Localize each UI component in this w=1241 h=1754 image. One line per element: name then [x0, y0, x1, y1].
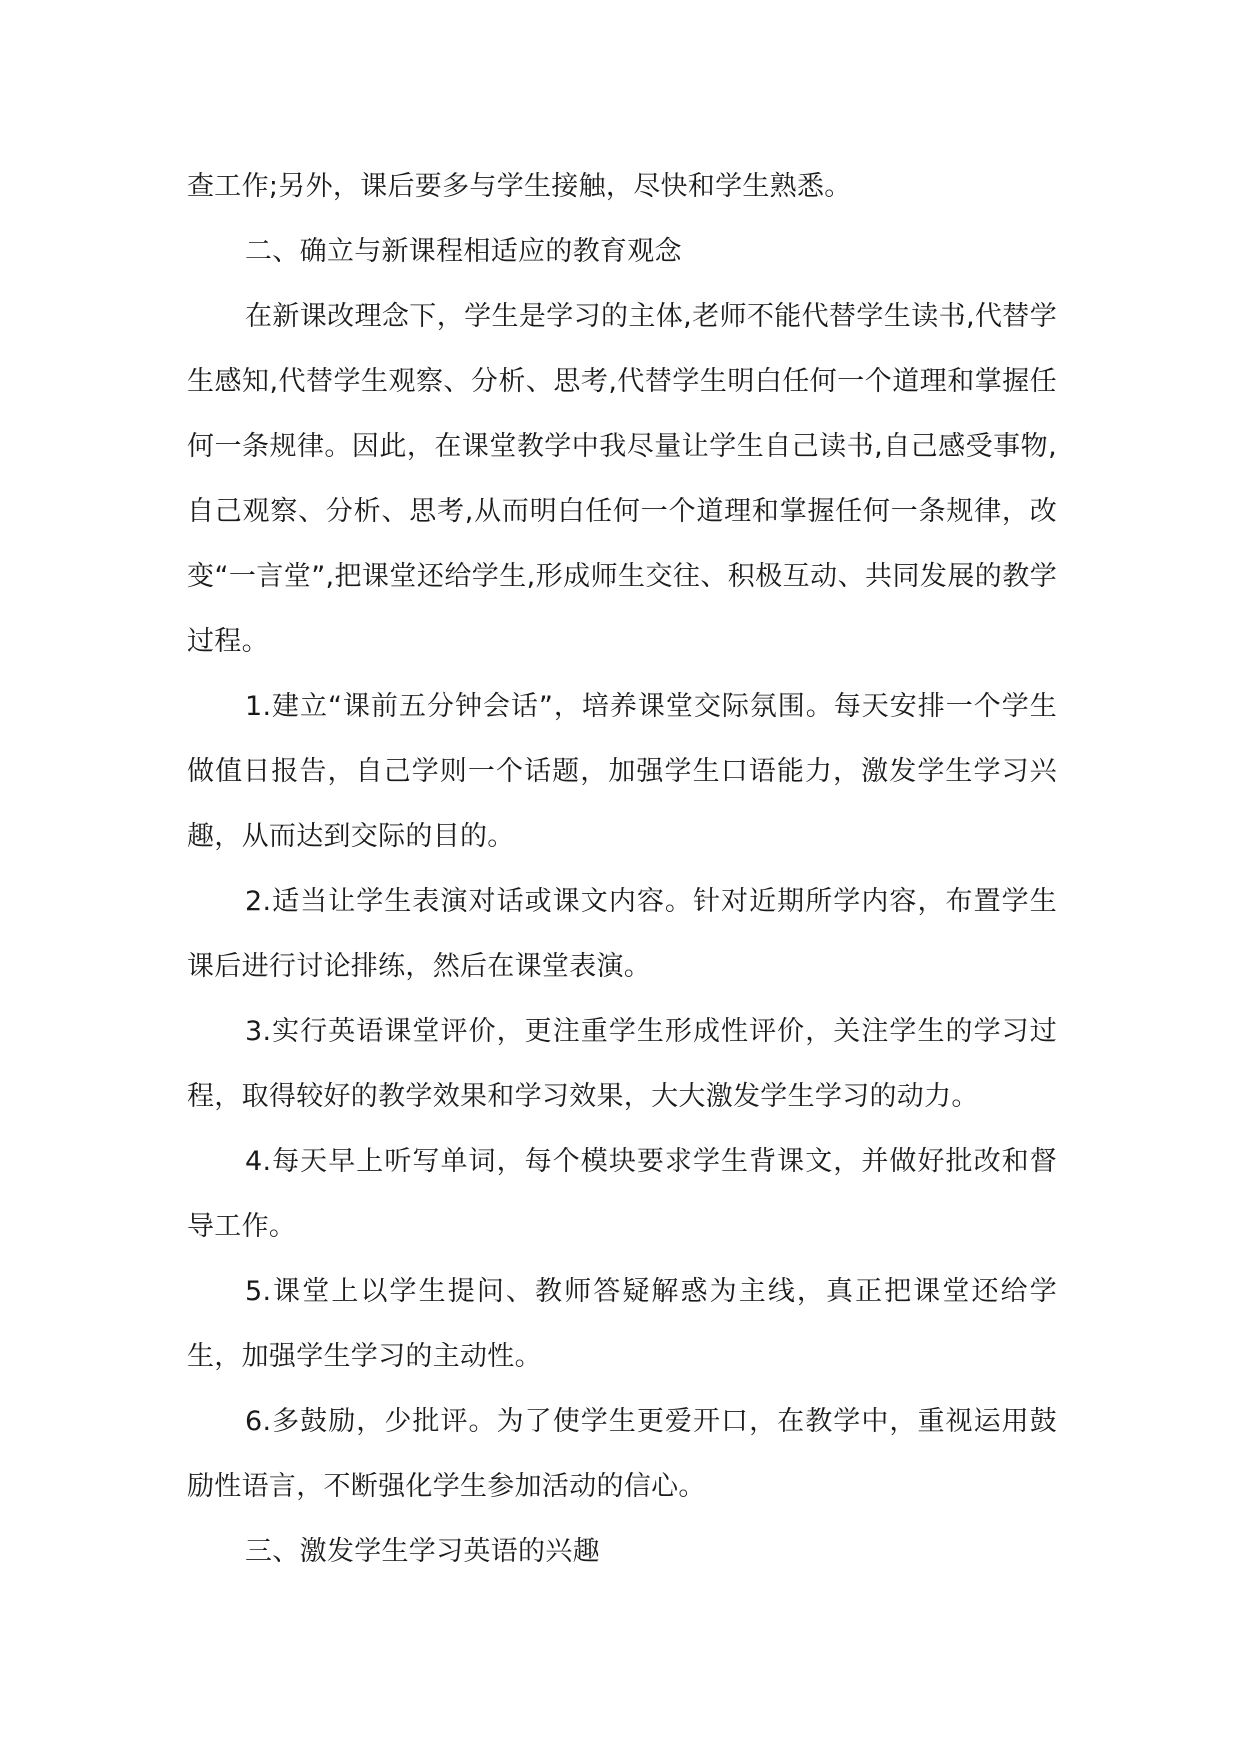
paragraph-continuation: 查工作;另外，课后要多与学生接触，尽快和学生熟悉。 [187, 171, 852, 202]
list-item-6: 6.多鼓励，少批评。为了使学生更爱开口，在教学中，重视运用鼓励性语言，不断强化学生参加活动的信心。 [187, 1406, 1057, 1502]
document-body [187, 154, 1057, 1584]
list-item-2: 2.适当让学生表演对话或课文内容。针对近期所学内容，布置学生课后进行讨论排练，然后在课堂表演。 [187, 886, 1057, 982]
list-item-4: 4.每天早上听写单词，每个模块要求学生背课文，并做好批改和督导工作。 [187, 1146, 1057, 1242]
list-item-3: 3.实行英语课堂评价，更注重学生形成性评价，关注学生的学习过程，取得较好的教学效果和学习效果，大大激发学生学习的动力。 [187, 1016, 1057, 1112]
section-heading-2: 二、确立与新课程相适应的教育观念 [245, 236, 682, 267]
list-item-5: 5.课堂上以学生提问、教师答疑解惑为主线，真正把课堂还给学生，加强学生学习的主动性。 [187, 1276, 1057, 1372]
list-item-1: 1.建立“课前五分钟会话”，培养课堂交际氛围。每天安排一个学生做值日报告，自己学则一个话题，加强学生口语能力，激发学生学习兴趣，从而达到交际的目的。 [187, 691, 1057, 852]
section-heading-3: 三、激发学生学习英语的兴趣 [245, 1536, 600, 1567]
paragraph-new-curriculum: 在新课改理念下，学生是学习的主体,老师不能代替学生读书,代替学生感知,代替学生观察、分析、思考,代替学生明白任何一个道理和掌握任何一条规律。因此，在课堂教学中我尽量让学生自己读书,自己感受事物,自己观察、分析、思考,从而明白任何一个道理和掌握任何一条规律，改变“一言堂”,把课堂还给学生,形成师生交往、积极互动、共同发展的教学过程。 [187, 301, 1057, 657]
